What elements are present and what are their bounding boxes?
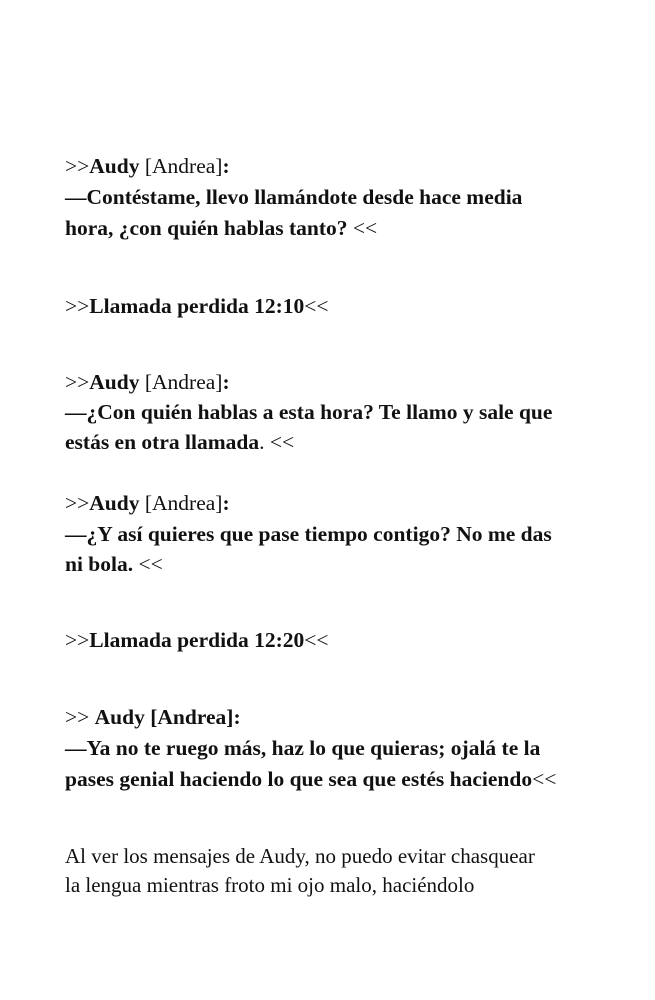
close-marker: << [304,294,329,318]
header-colon: : [222,491,230,515]
sender-name: Audy [89,370,140,394]
header-colon: : [233,705,241,729]
open-marker: >> [65,294,90,318]
message-header [65,151,230,181]
message-text-line [65,213,377,243]
message-text-line: —¿Con quién hablas a esta hora? Te llamo y sale que [65,400,553,424]
close-marker: << [304,628,329,652]
sender-alias: [Andrea] [144,491,223,515]
paragraph-line: la lengua mientras froto mi ojo malo, haciéndolo [65,873,475,897]
open-marker: >> [65,705,95,729]
message-text: ni bola. [65,552,139,576]
open-marker: >> [65,370,90,394]
message-text-line: —¿Y así quieres que pase tiempo contigo? No me das [65,522,552,546]
message-text-line: —Ya no te ruego más, haz lo que quieras; ojalá te la [65,736,541,760]
open-marker: >> [65,154,90,178]
header-colon: : [222,370,230,394]
sender-name: Audy [94,705,145,729]
message-text-line [65,549,163,579]
open-marker: >> [65,628,90,652]
sender-alias: [Andrea] [150,705,234,729]
missed-call-notice [65,291,329,321]
close-marker: << [138,552,163,576]
missed-call-notice [65,625,329,655]
open-marker: >> [65,491,90,515]
sender-alias: [Andrea] [144,154,223,178]
missed-call-text: Llamada perdida 12:20 [89,628,305,652]
message-text: hora, ¿con quién hablas tanto? [65,216,353,240]
close-marker: << [269,430,295,454]
paragraph-line: Al ver los mensajes de Audy, no puedo evitar chasquear [65,844,535,868]
message-header [65,488,230,518]
message-header [65,702,241,732]
message-text: pases genial haciendo lo que sea que estés haciendo [65,767,533,791]
message-text: estás en otra llamada [65,430,260,454]
close-marker: << [532,767,557,791]
message-header [65,367,230,397]
sender-name: Audy [89,154,140,178]
message-text-line [65,427,294,457]
message-text-line: —Contéstame, llevo llamándote desde hace media [65,185,523,209]
message-tail: . [259,430,270,454]
header-colon: : [222,154,230,178]
sender-alias: [Andrea] [144,370,223,394]
close-marker: << [352,216,378,240]
missed-call-text: Llamada perdida 12:10 [89,294,305,318]
message-text-line [65,764,556,794]
sender-name: Audy [89,491,140,515]
